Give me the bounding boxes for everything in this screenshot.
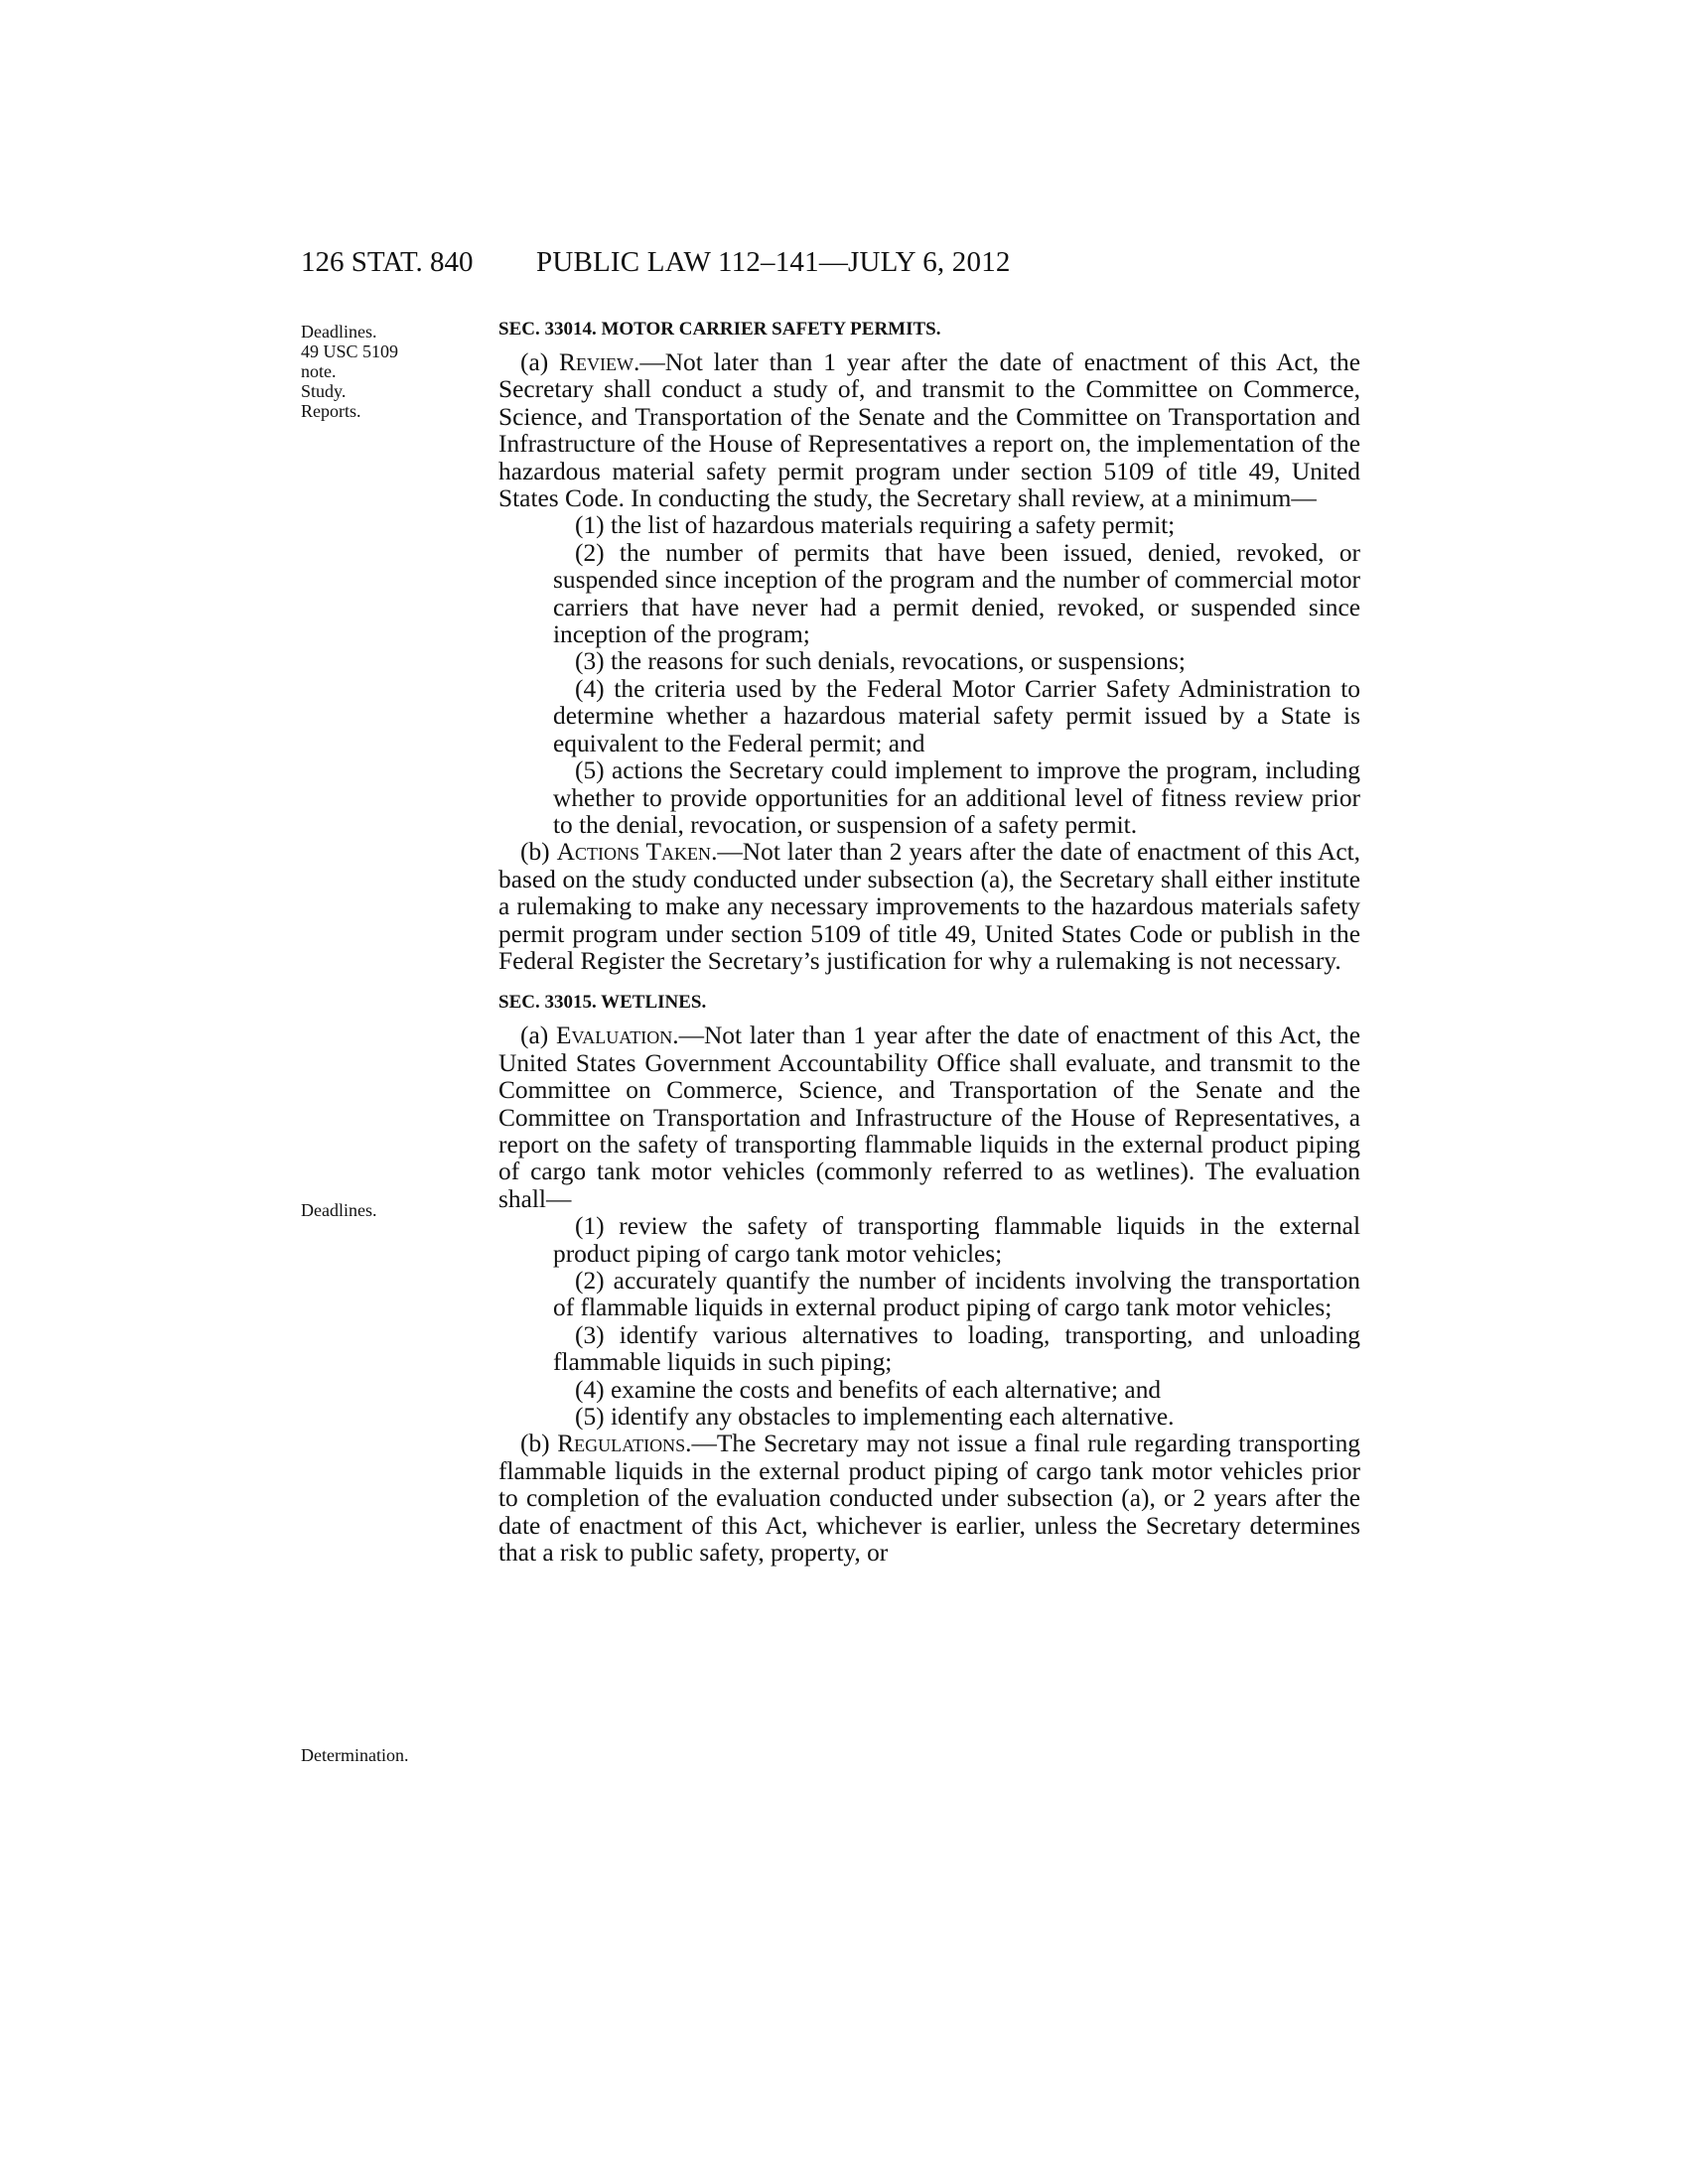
subsection-text: .—Not later than 1 year after the date of enactment of this Act, the United States Government Accountability Office shall evaluate, and transmit to the Committee on Commerce, Science, and Transportation of the Senate and the Committee on Transportation and Infrastructure of the House of Representatives, a report on the safety of transporting flammable liquids in the external product piping of cargo tank motor vehicles (commonly referred to as wetlines). The evaluation shall— xyxy=(498,1022,1360,1213)
section-heading-33014: SEC. 33014. MOTOR CARRIER SAFETY PERMITS. xyxy=(498,319,941,340)
margin-note-group-sec-33014 xyxy=(301,322,450,421)
margin-note: Study. xyxy=(301,381,347,401)
subsection-b-actions-taken xyxy=(498,839,1360,975)
margin-note: note. xyxy=(301,361,337,381)
list-item: (2) accurately quantify the number of incidents involving the transportation of flammable liquids in external product piping of cargo tank motor vehicles; xyxy=(553,1267,1360,1322)
margin-note-determination xyxy=(301,1745,450,1765)
list-item: (1) the list of hazardous materials requiring a safety permit; xyxy=(575,511,1176,540)
public-law-title: PUBLIC LAW 112–141—JULY 6, 2012 xyxy=(536,246,1011,278)
margin-note: Reports. xyxy=(301,401,361,421)
list-item: (3) identify various alternatives to loading, transporting, and unloading flammable liquids in such piping; xyxy=(553,1320,1360,1377)
margin-note-sec-33015 xyxy=(301,1200,450,1220)
subsection-caption: Regulations xyxy=(557,1430,686,1458)
list-item: (5) identify any obstacles to implementing each alternative. xyxy=(575,1403,1175,1432)
subsection-label: (b) xyxy=(520,1430,558,1458)
subsection-a-review xyxy=(498,349,1360,512)
subsection-caption: Actions Taken xyxy=(556,838,712,867)
subsection-label: (a) xyxy=(520,348,560,376)
list-item: (3) the reasons for such denials, revocations, or suspensions; xyxy=(575,647,1186,676)
margin-note: Deadlines. xyxy=(301,1200,377,1220)
subsection-text: .—The Secretary may not issue a final rule regarding transporting flammable liquids in the external product piping of cargo tank motor vehicles prior to completion of the evaluation conducted under subsection (a), or 2 years after the date of enactment of this Act, whichever is earlier, unless the Secretary determines that a risk to public safety, property, or xyxy=(498,1430,1360,1568)
statute-page-reference: 126 STAT. 840 xyxy=(301,246,474,278)
margin-note: 49 USC 5109 xyxy=(301,341,399,361)
subsection-a-evaluation xyxy=(498,1023,1360,1213)
list-item: (4) examine the costs and benefits of each alternative; and xyxy=(575,1375,1162,1404)
margin-note: Deadlines. xyxy=(301,322,377,341)
subsection-text: .—Not later than 1 year after the date of enactment of this Act, the Secretary shall conduct a study of, and transmit to the Committee on Commerce, Science, and Transportation of the Senate and the Committee on Transportation and Infrastructure of the House of Representatives a report on, the implementation of the hazardous material safety permit program under section 5109 of title 49, United States Code. In conducting the study, the Secretary shall review, at a minimum— xyxy=(498,348,1360,513)
list-item: (2) the number of permits that have been issued, denied, revoked, or suspended since inception of the program and the number of commercial motor carriers that have never had a permit denied, revoked, or suspended since inception of the program; xyxy=(553,538,1360,649)
list-item: (5) actions the Secretary could implement to improve the program, including whether to provide opportunities for an additional level of fitness review prior to the denial, revocation, or suspension of a safety permit. xyxy=(553,756,1360,839)
list-item: (4) the criteria used by the Federal Motor Carrier Safety Administration to determine whether a hazardous material safety permit issued by a State is equivalent to the Federal permit; and xyxy=(553,674,1360,757)
subsection-label: (b) xyxy=(520,838,557,867)
margin-note: Determination. xyxy=(301,1745,409,1765)
subsection-text: .—Not later than 2 years after the date of enactment of this Act, based on the study conducted under subsection (a), the Secretary shall either institute a rulemaking to make any necessary improvements to the hazardous materials safety permit program under section 5109 of title 49, United States Code or publish in the Federal Register the Secretary’s justification for why a rulemaking is not necessary. xyxy=(498,838,1361,975)
subsection-label: (a) xyxy=(520,1022,557,1050)
subsection-caption: Review xyxy=(559,348,633,376)
section-heading-33015: SEC. 33015. WETLINES. xyxy=(498,992,707,1014)
subsection-b-regulations xyxy=(498,1431,1360,1567)
list-item: (1) review the safety of transporting flammable liquids in the external product piping of cargo tank motor vehicles; xyxy=(553,1212,1360,1268)
statute-body xyxy=(498,318,1360,1567)
subsection-caption: Evaluation xyxy=(556,1022,673,1050)
section-gap xyxy=(498,975,1360,991)
